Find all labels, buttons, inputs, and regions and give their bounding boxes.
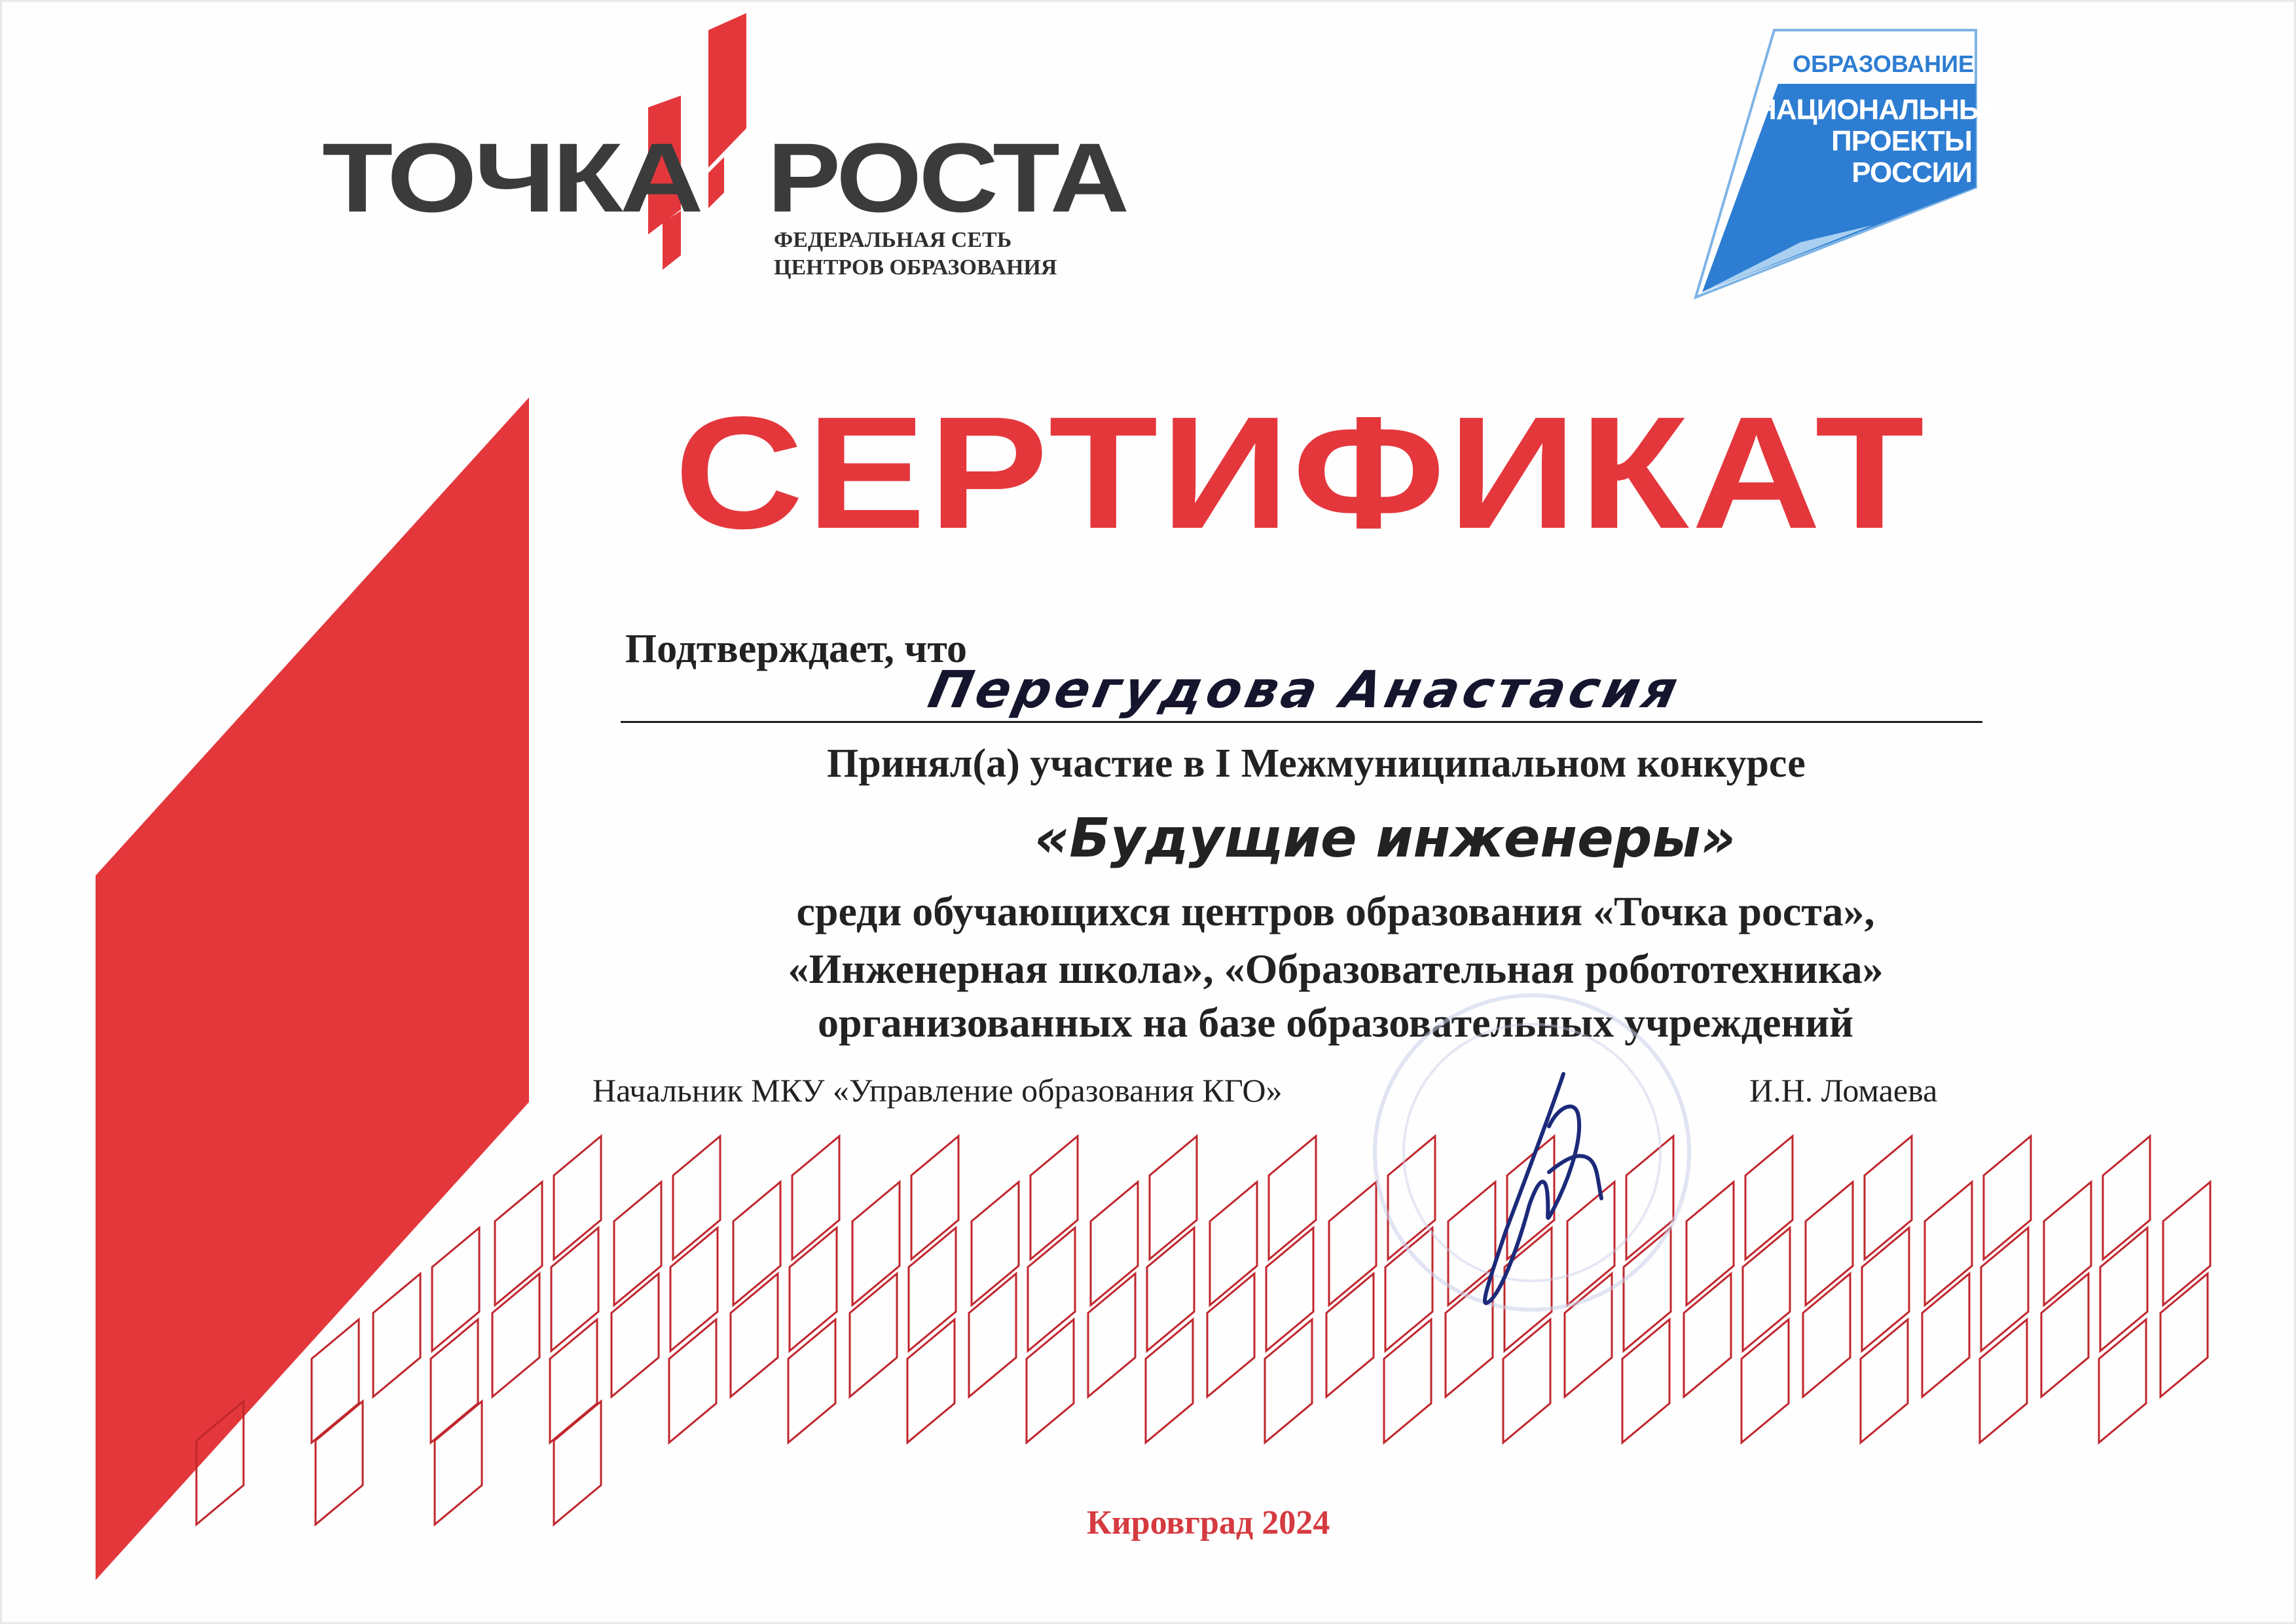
recipient-name: Перегудова Анастасия — [923, 661, 1686, 720]
national-projects-line-2: ПРОЕКТЫ — [1831, 125, 1972, 157]
logo-word-rosta: РОСТА — [767, 122, 1127, 232]
signatory-name: И.Н. Ломаева — [1749, 1072, 1938, 1109]
body-line-3: организованных на базе образовательных учреждений — [817, 999, 1854, 1046]
logo-word-tochka: ТОЧКА — [322, 122, 701, 232]
participation-text: Принял(а) участие в I Межмуниципальном конкурсе — [827, 741, 1806, 786]
body-line-1: среди обучающихся центров образования «Точка роста», — [796, 888, 1875, 934]
signatory-position: Начальник МКУ «Управление образования КГО» — [592, 1072, 1283, 1109]
national-projects-line-1: НАЦИОНАЛЬНЫЕ — [1756, 94, 2005, 126]
confirms-text: Подтверждает, что — [625, 627, 967, 671]
national-projects-line-3: РОССИИ — [1851, 157, 1972, 189]
body-line-2: «Инженерная школа», «Образовательная робототехника» — [788, 946, 1884, 992]
place-and-year: Кировград 2024 — [1087, 1504, 1330, 1541]
contest-name: «Будущие инженеры» — [1034, 807, 1736, 870]
certificate-title: СЕРТИФИКАТ — [674, 383, 1927, 562]
logo-subtitle-line-2: ЦЕНТРОВ ОБРАЗОВАНИЯ — [774, 255, 1057, 280]
national-projects-education-label: ОБРАЗОВАНИЕ — [1793, 50, 1974, 77]
logo-subtitle-line-1: ФЕДЕРАЛЬНАЯ СЕТЬ — [774, 228, 1012, 252]
